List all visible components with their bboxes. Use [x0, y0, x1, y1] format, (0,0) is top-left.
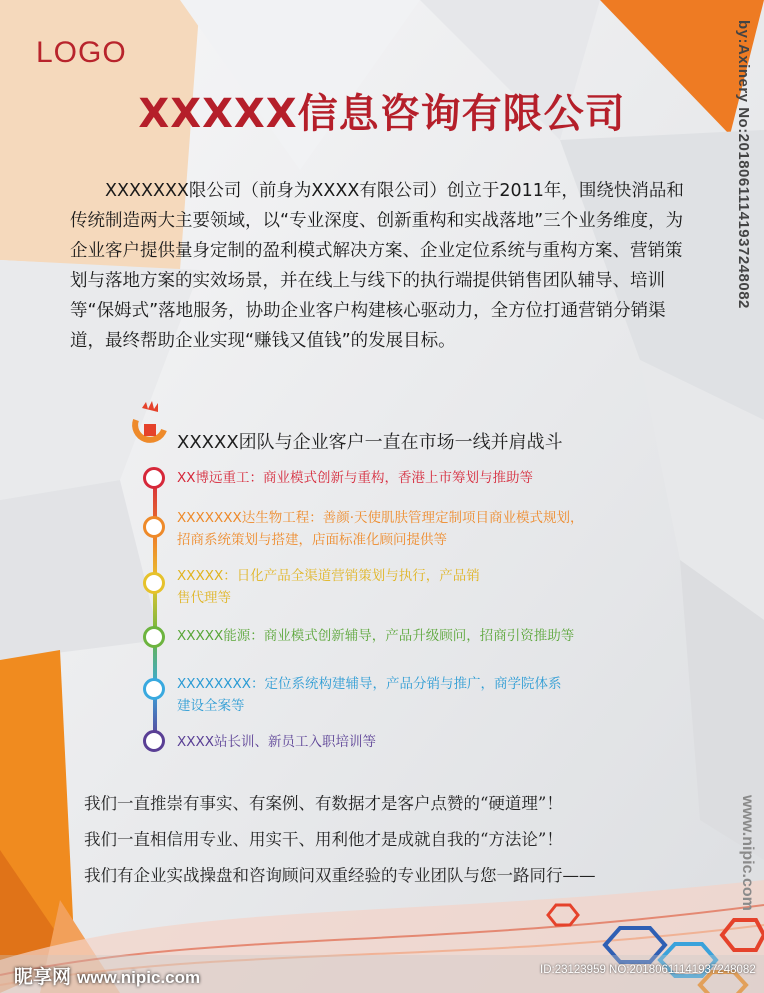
timeline-item: [177, 673, 647, 717]
nipic-logo-cn: 昵享网: [14, 966, 72, 988]
quote-line: 我们一直推崇有事实、有案例、有数据才是客户点赞的“硬道理”！: [84, 794, 563, 813]
timeline-item: [177, 507, 647, 551]
nipic-logo-url: www.nipic.com: [77, 968, 201, 987]
timeline-item: [177, 625, 647, 647]
author-watermark: by:Axinery No:20180611141937248082: [735, 20, 752, 309]
timeline-item-line1: XXXXXXX达生物工程：善颜·天使肌肤管理定制项目商业模式规划，: [177, 510, 584, 526]
timeline-dot: [143, 516, 165, 538]
quote-line: 我们有企业实战操盘和咨询顾问双重经验的专业团队与您一路同行——: [84, 866, 596, 885]
timeline-item-line2: 售代理等: [177, 590, 231, 606]
timeline-item-line1: XXXXX：日化产品全渠道营销策划与执行，产品销: [177, 568, 480, 584]
timeline-item-line2: 建设全案等: [177, 698, 245, 714]
timeline-dot: [143, 467, 165, 489]
nipic-logo: [14, 962, 200, 989]
timeline-item: [177, 731, 647, 753]
timeline-item-line2: 招商系统策划与搭建，店面标准化顾问提供等: [177, 532, 447, 548]
company-intro: XXXXXXX限公司（前身为XXXX有限公司）创立于2011年，围绕快消品和传统制造两大主要领域，以“专业深度、创新重构和实战落地”三个业务维度，为企业客户提供量身定制的盈利模式解决方案、企业定位系统与重构方案、营销策划与落地方案的实效场景，并在线上与线下的执行端提供销售团队辅导、培训等“保姆式”落地服务，协助企业客户构建核心驱动力，全方位打通营销分销渠道，最终帮助企业实现“赚钱又值钱”的发展目标。: [70, 181, 684, 351]
timeline-item-line1: XXXXX能源：商业模式创新辅导，产品升级顾问，招商引资推助等: [177, 628, 575, 644]
image-id: ID:23123959 NO:20180611141937248082: [540, 964, 756, 976]
company-title: XXXXX信息咨询有限公司: [138, 91, 626, 137]
timeline-item-line1: XX博远重工：商业模式创新与重构，香港上市筹划与推助等: [177, 470, 533, 486]
team-heading: XXXXX团队与企业客户一直在市场一线并肩战斗: [177, 432, 563, 453]
timeline-dot: [143, 730, 165, 752]
timeline-dot: [143, 678, 165, 700]
quote-line: 我们一直相信用专业、用实干、用利他才是成就自我的“方法论”！: [84, 830, 563, 849]
site-watermark: www.nipic.com: [739, 795, 756, 911]
logo-text: LOGO: [36, 36, 127, 69]
timeline-item-line1: XXXX站长训、新员工入职培训等: [177, 734, 376, 750]
timeline-dot: [143, 626, 165, 648]
timeline-item-line1: XXXXXXXX：定位系统构建辅导，产品分销与推广，商学院体系: [177, 676, 562, 692]
timeline-item: [177, 467, 647, 489]
timeline-item: [177, 565, 647, 609]
timeline-dot: [143, 572, 165, 594]
rooster-logo-icon: [128, 400, 172, 448]
